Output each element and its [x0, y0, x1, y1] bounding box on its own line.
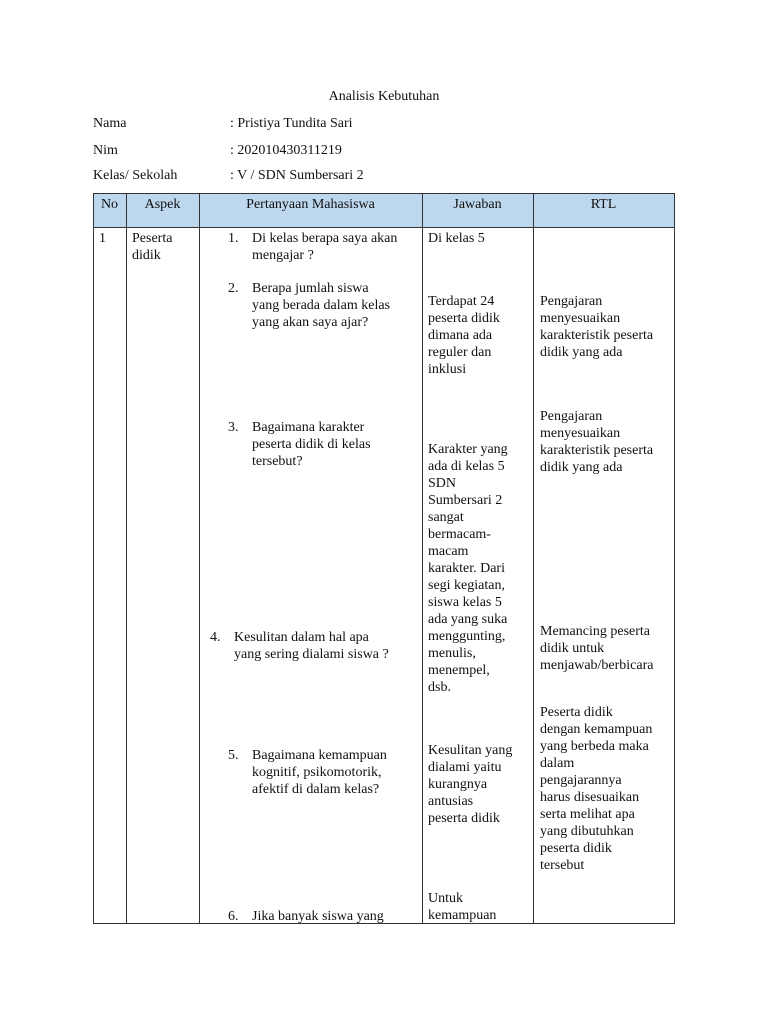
table-border-bottom: [93, 923, 675, 924]
question-text: Jika banyak siswa yang: [252, 909, 384, 924]
rtl-text: Memancing peserta didik untuk menjawab/berbicara: [540, 624, 654, 673]
question-number: 5.: [228, 748, 239, 763]
question-text: Bagaimana kemampuan kognitif, psikomotorik, afektif di dalam kelas?: [252, 748, 387, 797]
table-divider-no: [126, 193, 127, 924]
header-aspek: Aspek: [144, 197, 181, 212]
info-label-nim: Nim: [93, 143, 118, 158]
question-text: Berapa jumlah siswa yang berada dalam kelas yang akan saya ajar?: [252, 281, 390, 330]
question-number: 6.: [228, 909, 239, 924]
table-divider-jawaban: [533, 193, 534, 924]
header-rtl: RTL: [590, 197, 617, 212]
info-value-nama: : Pristiya Tundita Sari: [230, 116, 353, 131]
rtl-text: Pengajaran menyesuaikan karakteristik peserta didik yang ada: [540, 294, 654, 360]
document-title: Analisis Kebutuhan: [328, 89, 440, 104]
rtl-text: Pengajaran menyesuaikan karakteristik peserta didik yang ada: [540, 409, 654, 475]
question-number: 3.: [228, 420, 239, 435]
table-border-right: [674, 193, 675, 924]
answer-text: Untuk kemampuan: [428, 891, 497, 923]
answer-text: Karakter yang ada di kelas 5 SDN Sumbersari 2 sangat bermacam- macam karakter. Dari segi kegiatan, siswa kelas 5 ada yang suka menggunting, menulis, menempel, dsb.: [428, 442, 508, 695]
answer-text: Di kelas 5: [428, 231, 485, 246]
question-number: 1.: [228, 231, 239, 246]
question-text: Di kelas berapa saya akan mengajar ?: [252, 231, 398, 263]
table-border-header-bottom: [93, 227, 675, 228]
cell-aspek: Peserta didik: [132, 231, 173, 263]
question-text: Bagaimana karakter peserta didik di kelas tersebut?: [252, 420, 371, 469]
info-label-nama: Nama: [93, 116, 127, 131]
info-value-kelas: : V / SDN Sumbersari 2: [230, 168, 364, 183]
header-pertanyaan: Pertanyaan Mahasiswa: [246, 197, 375, 212]
table-divider-aspek: [199, 193, 200, 924]
answer-text: Kesulitan yang dialami yaitu kurangnya antusias peserta didik: [428, 743, 513, 826]
info-label-kelas: Kelas/ Sekolah: [93, 168, 178, 183]
table-divider-pertanyaan: [422, 193, 423, 924]
cell-no: 1: [99, 231, 106, 246]
table-border-top: [93, 193, 675, 194]
header-no: No: [100, 197, 119, 212]
question-number: 4.: [210, 630, 221, 645]
header-jawaban: Jawaban: [453, 197, 502, 212]
table-border-left: [93, 193, 94, 924]
question-text: Kesulitan dalam hal apa yang sering dialami siswa ?: [234, 630, 389, 662]
info-value-nim: : 202010430311219: [230, 143, 342, 158]
rtl-text: Peserta didik dengan kemampuan yang berbeda maka dalam pengajarannya harus disesuaikan serta melihat apa yang dibutuhkan peserta didik tersebut: [540, 705, 653, 873]
question-number: 2.: [228, 281, 239, 296]
answer-text: Terdapat 24 peserta didik dimana ada reguler dan inklusi: [428, 294, 500, 377]
